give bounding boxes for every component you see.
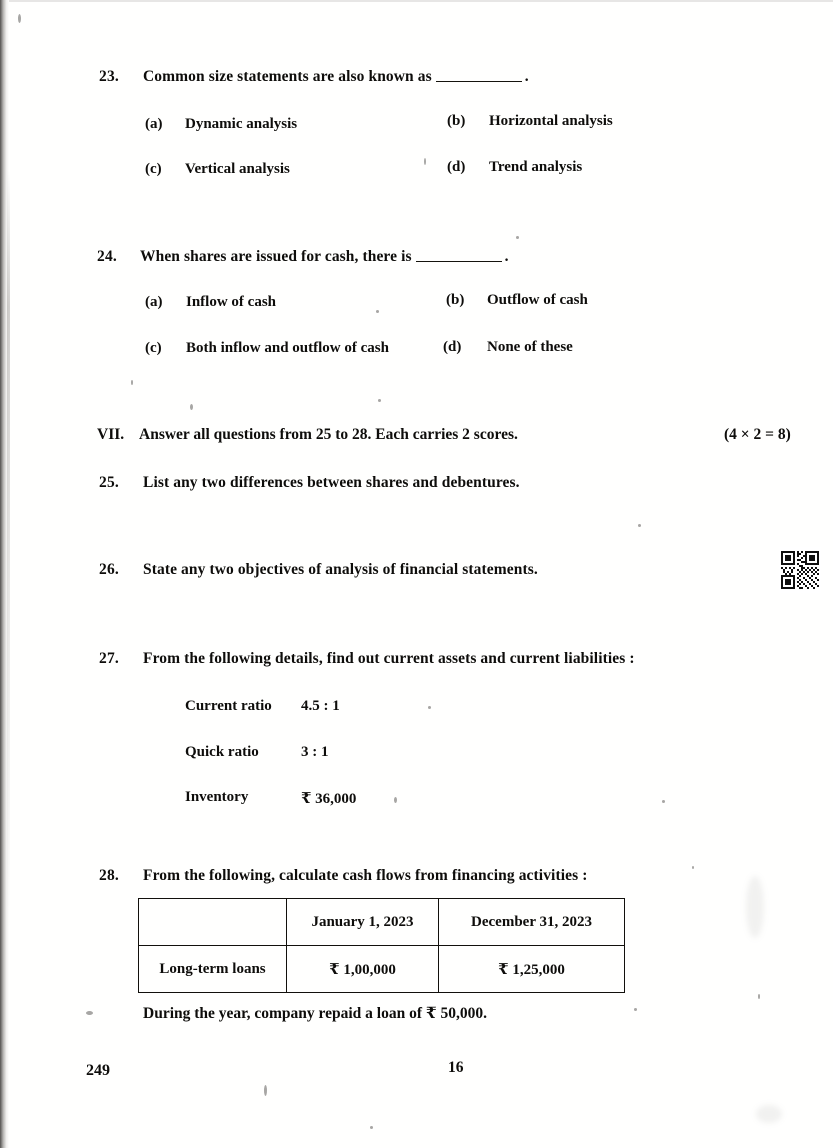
financing-activities-table — [138, 898, 625, 993]
scan-speck — [638, 524, 641, 527]
scan-edge-artifact-top — [9, 0, 833, 2]
detail-value-quick-ratio: 3 : 1 — [301, 744, 329, 760]
section-roman-numeral: VII. — [97, 426, 125, 443]
section-marks: (4 × 2 = 8) — [724, 426, 791, 443]
question-text-28: From the following, calculate cash flows from financing activities : — [143, 867, 588, 884]
answer-blank-23 — [436, 81, 522, 82]
option-label-23-d[interactable]: (d) — [447, 159, 466, 175]
scan-speck — [370, 1126, 373, 1129]
question-number-27: 27. — [99, 650, 119, 667]
option-text-24-a[interactable]: Inflow of cash — [186, 294, 277, 310]
scan-smudge — [746, 876, 764, 938]
question-number-26: 26. — [99, 561, 119, 578]
table-header-blank — [139, 899, 287, 946]
question-stem-23-text: Common size statements are also known as — [143, 68, 432, 85]
scan-speck — [18, 14, 21, 23]
qr-code — [779, 547, 821, 593]
scan-speck — [394, 797, 397, 803]
table-row — [139, 946, 625, 993]
table-header-row — [139, 899, 625, 946]
detail-value-current-ratio: 4.5 : 1 — [301, 698, 340, 714]
option-text-24-d[interactable]: None of these — [487, 339, 573, 355]
scan-speck — [662, 800, 665, 803]
question-stem-24-suffix: . — [504, 248, 509, 265]
option-text-23-c[interactable]: Vertical analysis — [185, 161, 290, 177]
option-text-23-a[interactable]: Dynamic analysis — [185, 116, 298, 132]
detail-label-quick-ratio: Quick ratio — [185, 744, 259, 760]
section-instruction: Answer all questions from 25 to 28. Each carries 2 scores. — [139, 426, 518, 443]
table-header-january: January 1, 2023 — [287, 899, 439, 946]
question-number-23: 23. — [99, 68, 119, 85]
question-number-24: 24. — [97, 248, 117, 265]
scan-speck — [516, 236, 519, 239]
question-28-note: During the year, company repaid a loan of ₹ 50,000. — [143, 1005, 488, 1022]
scan-speck — [190, 404, 193, 410]
scan-speck — [424, 158, 426, 165]
scan-speck — [376, 310, 379, 313]
option-text-23-b[interactable]: Horizontal analysis — [489, 113, 613, 129]
option-label-23-a[interactable]: (a) — [145, 116, 163, 132]
scan-speck — [264, 1085, 267, 1096]
detail-value-inventory: ₹ 36,000 — [301, 791, 357, 807]
question-text-27: From the following details, find out current assets and current liabilities : — [143, 650, 635, 667]
question-stem-23 — [143, 68, 529, 86]
option-text-24-c[interactable]: Both inflow and outflow of cash — [186, 340, 389, 356]
option-label-23-c[interactable]: (c) — [145, 161, 162, 177]
option-label-24-d[interactable]: (d) — [443, 339, 462, 355]
option-label-24-a[interactable]: (a) — [145, 294, 163, 310]
option-text-24-b[interactable]: Outflow of cash — [487, 292, 588, 308]
paper-code: 249 — [86, 1062, 110, 1079]
detail-label-inventory: Inventory — [185, 789, 249, 805]
scan-speck — [86, 1011, 93, 1015]
question-stem-23-suffix: . — [524, 68, 529, 85]
question-text-26: State any two objectives of analysis of financial statements. — [143, 561, 538, 578]
question-stem-24 — [140, 248, 509, 266]
option-text-23-d[interactable]: Trend analysis — [489, 159, 583, 175]
question-number-25: 25. — [99, 474, 119, 491]
table-cell-january-value: ₹ 1,00,000 — [287, 946, 439, 993]
option-label-24-b[interactable]: (b) — [446, 292, 465, 308]
question-number-28: 28. — [99, 867, 119, 884]
detail-label-current-ratio: Current ratio — [185, 698, 272, 714]
scan-speck — [378, 399, 381, 402]
scan-speck — [428, 706, 431, 709]
table-header-december: December 31, 2023 — [439, 899, 625, 946]
option-label-23-b[interactable]: (b) — [447, 113, 466, 129]
scan-speck — [131, 380, 133, 385]
table-cell-december-value: ₹ 1,25,000 — [439, 946, 625, 993]
question-text-25: List any two differences between shares and debentures. — [143, 474, 520, 491]
scan-speck — [634, 1008, 637, 1011]
scan-edge-artifact-left-secondary — [7, 170, 10, 930]
scan-speck — [692, 866, 694, 869]
scan-smudge — [756, 1105, 782, 1123]
question-stem-24-text: When shares are issued for cash, there is — [140, 248, 412, 265]
answer-blank-24 — [416, 261, 502, 262]
page-number: 16 — [448, 1059, 464, 1076]
scan-speck — [758, 994, 760, 999]
table-cell-row-label: Long-term loans — [139, 946, 287, 993]
option-label-24-c[interactable]: (c) — [145, 340, 162, 356]
